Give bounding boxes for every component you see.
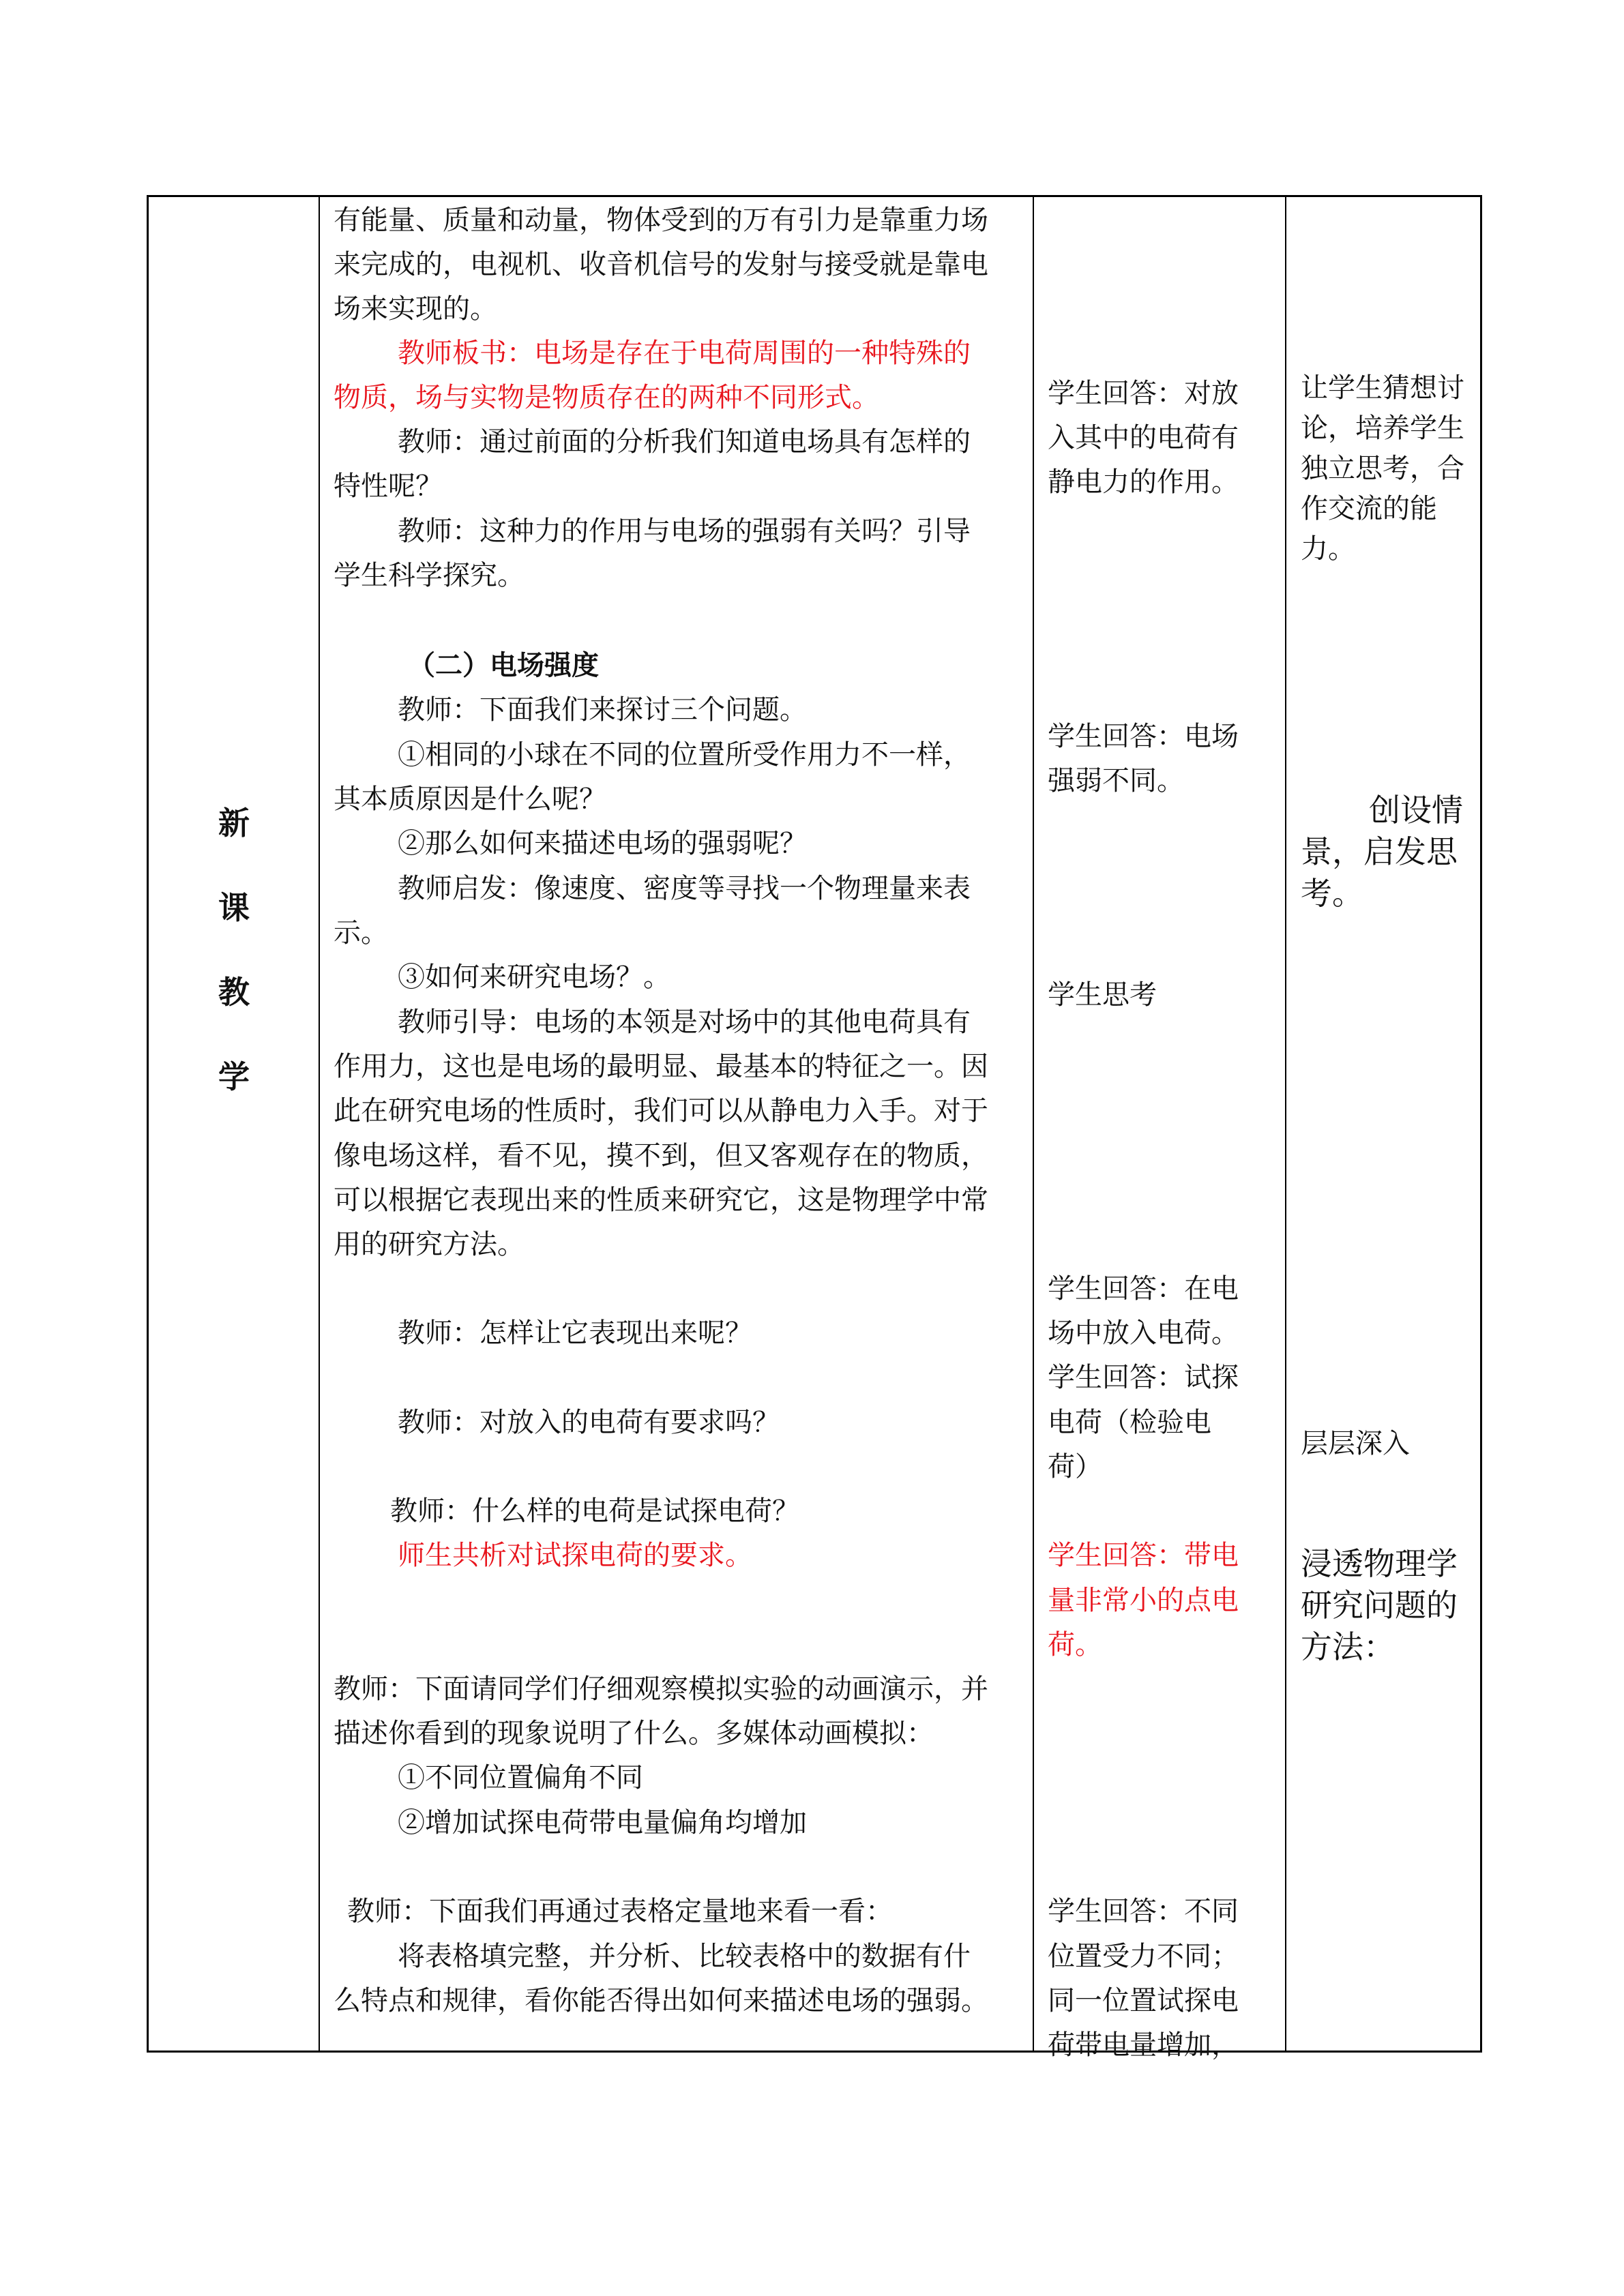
teacher-text-line: 示。 — [334, 917, 388, 949]
teacher-text-line: 教师：通过前面的分析我们知道电场具有怎样的 — [398, 426, 971, 458]
student-text-line: 电荷（检验电 — [1048, 1407, 1211, 1438]
teacher-text-line: 有能量、质量和动量，物体受到的万有引力是靠重力场 — [334, 205, 988, 236]
teacher-text-line: 此在研究电场的性质时，我们可以从静电力入手。对于 — [334, 1095, 988, 1127]
section-label-char: 新 — [218, 805, 250, 841]
teacher-text-line: 教师引导：电场的本领是对场中的其他电荷具有 — [398, 1007, 971, 1038]
teacher-text-line: 教师：对放入的电荷有要求吗？ — [398, 1407, 780, 1438]
teacher-text-line: ①相同的小球在不同的位置所受作用力不一样， — [398, 739, 971, 771]
intent-text-line: 考。 — [1301, 875, 1363, 912]
intent-text-line: 让学生猜想讨 — [1301, 372, 1464, 404]
lesson-plan-table — [147, 195, 1482, 2061]
teacher-text-line: 教师启发：像速度、密度等寻找一个物理量来表 — [398, 873, 971, 904]
student-text-line: 学生回答：电场 — [1048, 721, 1239, 752]
teacher-text-line: 像电场这样，看不见，摸不到，但又客观存在的物质， — [334, 1140, 988, 1172]
teacher-text-line: 么特点和规律，看你能否得出如何来描述电场的强弱。 — [334, 1985, 988, 2016]
teacher-text-line: 用的研究方法。 — [334, 1229, 525, 1260]
student-text-line: 入其中的电荷有 — [1048, 422, 1239, 453]
intent-text-line: 研究问题的 — [1301, 1587, 1458, 1624]
student-answer-line: 学生回答：带电 — [1048, 1540, 1239, 1571]
student-text-line: 学生回答：对放 — [1048, 378, 1239, 409]
student-text-line: 学生思考 — [1048, 979, 1157, 1011]
joint-analysis-line: 师生共析对试探电荷的要求。 — [398, 1540, 752, 1571]
intent-text-line: 浸透物理学 — [1301, 1545, 1458, 1582]
board-note-line: 教师板书：电场是存在于电荷周围的一种特殊的 — [398, 338, 971, 369]
section-label-char: 课 — [218, 889, 250, 926]
intent-text-line: 独立思考，合 — [1301, 453, 1464, 484]
student-text-line: 学生回答：在电 — [1048, 1273, 1239, 1304]
teacher-text-line: 描述你看到的现象说明了什么。多媒体动画模拟： — [334, 1718, 934, 1749]
teacher-text-line: 其本质原因是什么呢？ — [334, 784, 606, 815]
column-divider — [1285, 197, 1286, 2051]
intent-text-line: 层层深入 — [1301, 1428, 1410, 1459]
teacher-text-line: 场来实现的。 — [334, 293, 497, 325]
intent-text-line: 景，启发思 — [1301, 833, 1458, 870]
teacher-text-line: 特性呢？ — [334, 471, 443, 502]
intent-text-line: 论，培养学生 — [1301, 413, 1464, 444]
teacher-text-line: 学生科学探究。 — [334, 560, 525, 591]
teacher-text-line: 教师：下面我们来探讨三个问题。 — [398, 694, 807, 726]
teacher-text-line: 可以根据它表现出来的性质来研究它，这是物理学中常 — [334, 1184, 988, 1216]
section-label-char: 教 — [218, 974, 250, 1011]
teacher-text-line: 来完成的，电视机、收音机信号的发射与接受就是靠电 — [334, 249, 988, 280]
student-text-line: 场中放入电荷。 — [1048, 1317, 1239, 1349]
column-divider — [319, 197, 320, 2051]
intent-text-line: 力。 — [1301, 533, 1355, 565]
teacher-text-line: ③如何来研究电场？。 — [398, 961, 670, 993]
student-text-line: 位置受力不同； — [1048, 1941, 1239, 1972]
board-note-line: 物质，场与实物是物质存在的两种不同形式。 — [334, 382, 879, 413]
student-text-line: 同一位置试探电 — [1048, 1985, 1239, 2016]
section-heading: （二）电场强度 — [408, 649, 599, 681]
student-text-line: 荷） — [1048, 1451, 1102, 1482]
teacher-text-line: ②那么如何来描述电场的强弱呢？ — [398, 828, 807, 859]
intent-text-line: 方法： — [1301, 1628, 1395, 1665]
teacher-text-line: 教师：这种力的作用与电场的强弱有关吗？引导 — [398, 516, 971, 547]
student-text-line: 静电力的作用。 — [1048, 466, 1239, 498]
teacher-text-line: 将表格填完整，并分析、比较表格中的数据有什 — [398, 1941, 971, 1972]
intent-text-line: 作交流的能 — [1301, 493, 1437, 524]
teacher-text-line: ①不同位置偏角不同 — [398, 1762, 643, 1793]
teacher-text-line: 教师：下面我们再通过表格定量地来看一看： — [347, 1896, 893, 1927]
student-answer-line: 荷。 — [1048, 1629, 1102, 1660]
teacher-text-line: 教师：怎样让它表现出来呢？ — [398, 1317, 752, 1349]
student-answer-line: 量非常小的点电 — [1048, 1585, 1239, 1616]
student-text-line: 强弱不同。 — [1048, 765, 1184, 796]
teacher-text-line: 教师：下面请同学们仔细观察模拟实验的动画演示，并 — [334, 1673, 988, 1705]
intent-text-line: 创设情 — [1369, 792, 1463, 829]
teacher-text-line: 教师：什么样的电荷是试探电荷？ — [390, 1495, 799, 1527]
section-label-char: 学 — [218, 1058, 250, 1095]
student-text-line: 荷带电量增加， — [1048, 2029, 1239, 2061]
student-text-line: 学生回答：不同 — [1048, 1896, 1239, 1927]
teacher-text-line: ②增加试探电荷带电量偏角均增加 — [398, 1807, 807, 1838]
column-divider — [1033, 197, 1034, 2051]
teacher-text-line: 作用力，这也是电场的最明显、最基本的特征之一。因 — [334, 1051, 988, 1082]
student-text-line: 学生回答：试探 — [1048, 1362, 1239, 1393]
